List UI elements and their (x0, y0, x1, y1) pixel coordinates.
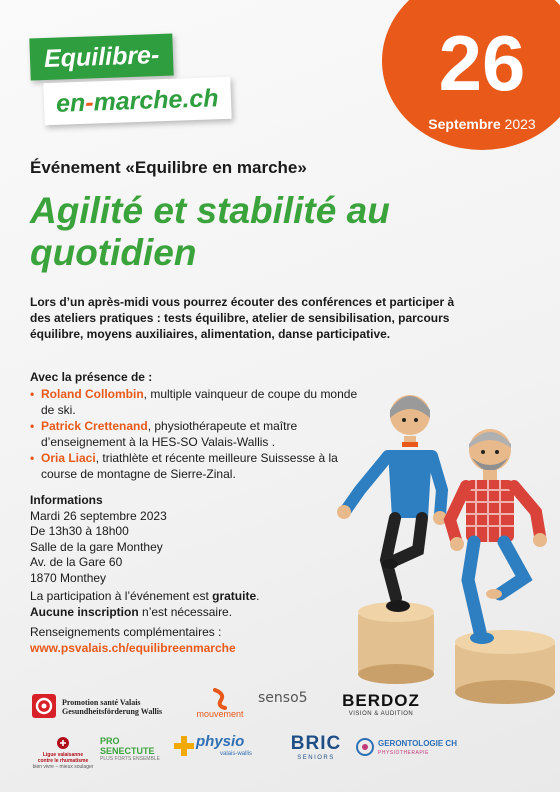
more-info-text: Renseignements complémentaires : (30, 625, 222, 639)
participation-line-1 (30, 589, 330, 605)
gerontologie-logo-icon (356, 738, 374, 756)
info-line: Av. de la Gare 60 (30, 555, 123, 569)
date-month-year (382, 116, 560, 132)
logo-line-2 (43, 77, 231, 125)
sponsor-pro-senectute (100, 736, 166, 763)
no-registration: Aucune inscription (30, 604, 139, 619)
pro-senectute-line-1: PRO (100, 736, 120, 746)
guest-desc: , multiple vainqueur de coupe du monde de ski. (41, 387, 358, 417)
info-heading: Informations (30, 493, 103, 507)
sponsor-mouvement (190, 688, 250, 719)
promotion-sante-line-1: Promotion santé Valais (62, 698, 141, 707)
guests-heading: Avec la présence de : (30, 370, 153, 384)
sponsor-senso5 (258, 690, 328, 706)
ligue-line-1: Ligue valaisanne (42, 752, 84, 758)
guest-desc: , physiothérapeute et maître d’enseignement à la HES-SO Valais-Wallis . (41, 419, 298, 449)
berdoz-tagline: VISION & AUDITION (348, 711, 414, 717)
sponsor-berdoz (336, 692, 426, 719)
participation-text-end: n’est nécessaire. (138, 604, 233, 619)
intro-paragraph: Lors d’un après-midi vous pourrez écouter des conférences et participer à des ateliers pratiques : tests équilibre, atelier de sensibilisation, parcours équilibre, moyens auxiliaires, alimentation, danse participative. (30, 295, 455, 341)
promotion-sante-line-2: Gesundheitsförderung Wallis (62, 707, 163, 716)
ligue-line-2: contre le rhumatisme (37, 758, 89, 764)
participation-period: . (256, 589, 260, 603)
gerontologie-name: GERONTOLOGIE CH (378, 739, 457, 748)
participation-line-2 (30, 605, 330, 621)
bullet: • (30, 419, 35, 433)
more-info (30, 625, 330, 656)
guest-desc: , triathlète et récente meilleure Suissesse à la course de montagne de Sierre-Zinal. (41, 451, 338, 481)
info-line: Mardi 26 septembre 2023 (30, 508, 167, 523)
participation-note (30, 589, 330, 620)
bric-sub: SENIORS (297, 755, 335, 761)
pro-senectute-line-2: SENECTUTE (100, 746, 155, 756)
promotion-sante-text (62, 698, 162, 716)
guest-name: Patrick Crettenand (41, 419, 148, 433)
logo-dash: - (84, 88, 95, 117)
info-line: 1870 Monthey (30, 570, 107, 585)
date-month: Septembre (428, 116, 501, 132)
website-link[interactable]: www.psvalais.ch/equilibreenmarche (30, 640, 236, 655)
ligue-logo-icon (56, 736, 70, 750)
date-day: 26 (438, 19, 526, 107)
sponsor-ligue-rhumatisme (32, 736, 94, 770)
figurines-illustration (300, 380, 560, 710)
guest-name: Roland Collombin (41, 387, 144, 401)
info-line: Salle de la gare Monthey (30, 539, 163, 554)
berdoz-name: BERDOZ (342, 691, 420, 710)
event-label: Événement «Equilibre en marche» (30, 158, 307, 177)
info-line: De 13h30 à 18h00 (30, 524, 129, 538)
pro-senectute-line-3: PLUS FORTS ENSEMBLE (100, 756, 160, 762)
page-title: Agilité et stabilité au quotidien (30, 190, 390, 273)
ligue-line-3: bien vivre – mieux soulager (32, 764, 94, 770)
senso5-text: senso5 (258, 690, 308, 706)
promotion-sante-logo-icon (32, 694, 56, 718)
gerontologie-sub: PHYSIOTHERAPIE (378, 750, 429, 756)
bullet: • (30, 451, 35, 465)
bric-name: BRIC (290, 733, 342, 754)
sponsor-logos (0, 680, 560, 792)
mouvement-text: mouvement (196, 709, 244, 719)
logo-line-1: Equilibre- (29, 34, 174, 81)
sponsor-bric (286, 734, 346, 763)
bullet: • (30, 387, 35, 401)
logo-word-en: en (55, 88, 86, 118)
date-year: 2023 (504, 116, 536, 132)
date-badge (382, 0, 560, 150)
physio-sub: valais-wallis (220, 751, 253, 757)
mouvement-logo-icon (211, 688, 229, 710)
info-block (30, 493, 330, 586)
participation-free: gratuite (212, 589, 257, 603)
logo-word-marche: marche.ch (93, 84, 220, 117)
guest-name: Oria Liaci (41, 451, 96, 465)
physio-name: physio (196, 733, 245, 750)
physio-cross-icon (174, 736, 194, 756)
participation-text: La participation à l’événement est (30, 589, 213, 603)
